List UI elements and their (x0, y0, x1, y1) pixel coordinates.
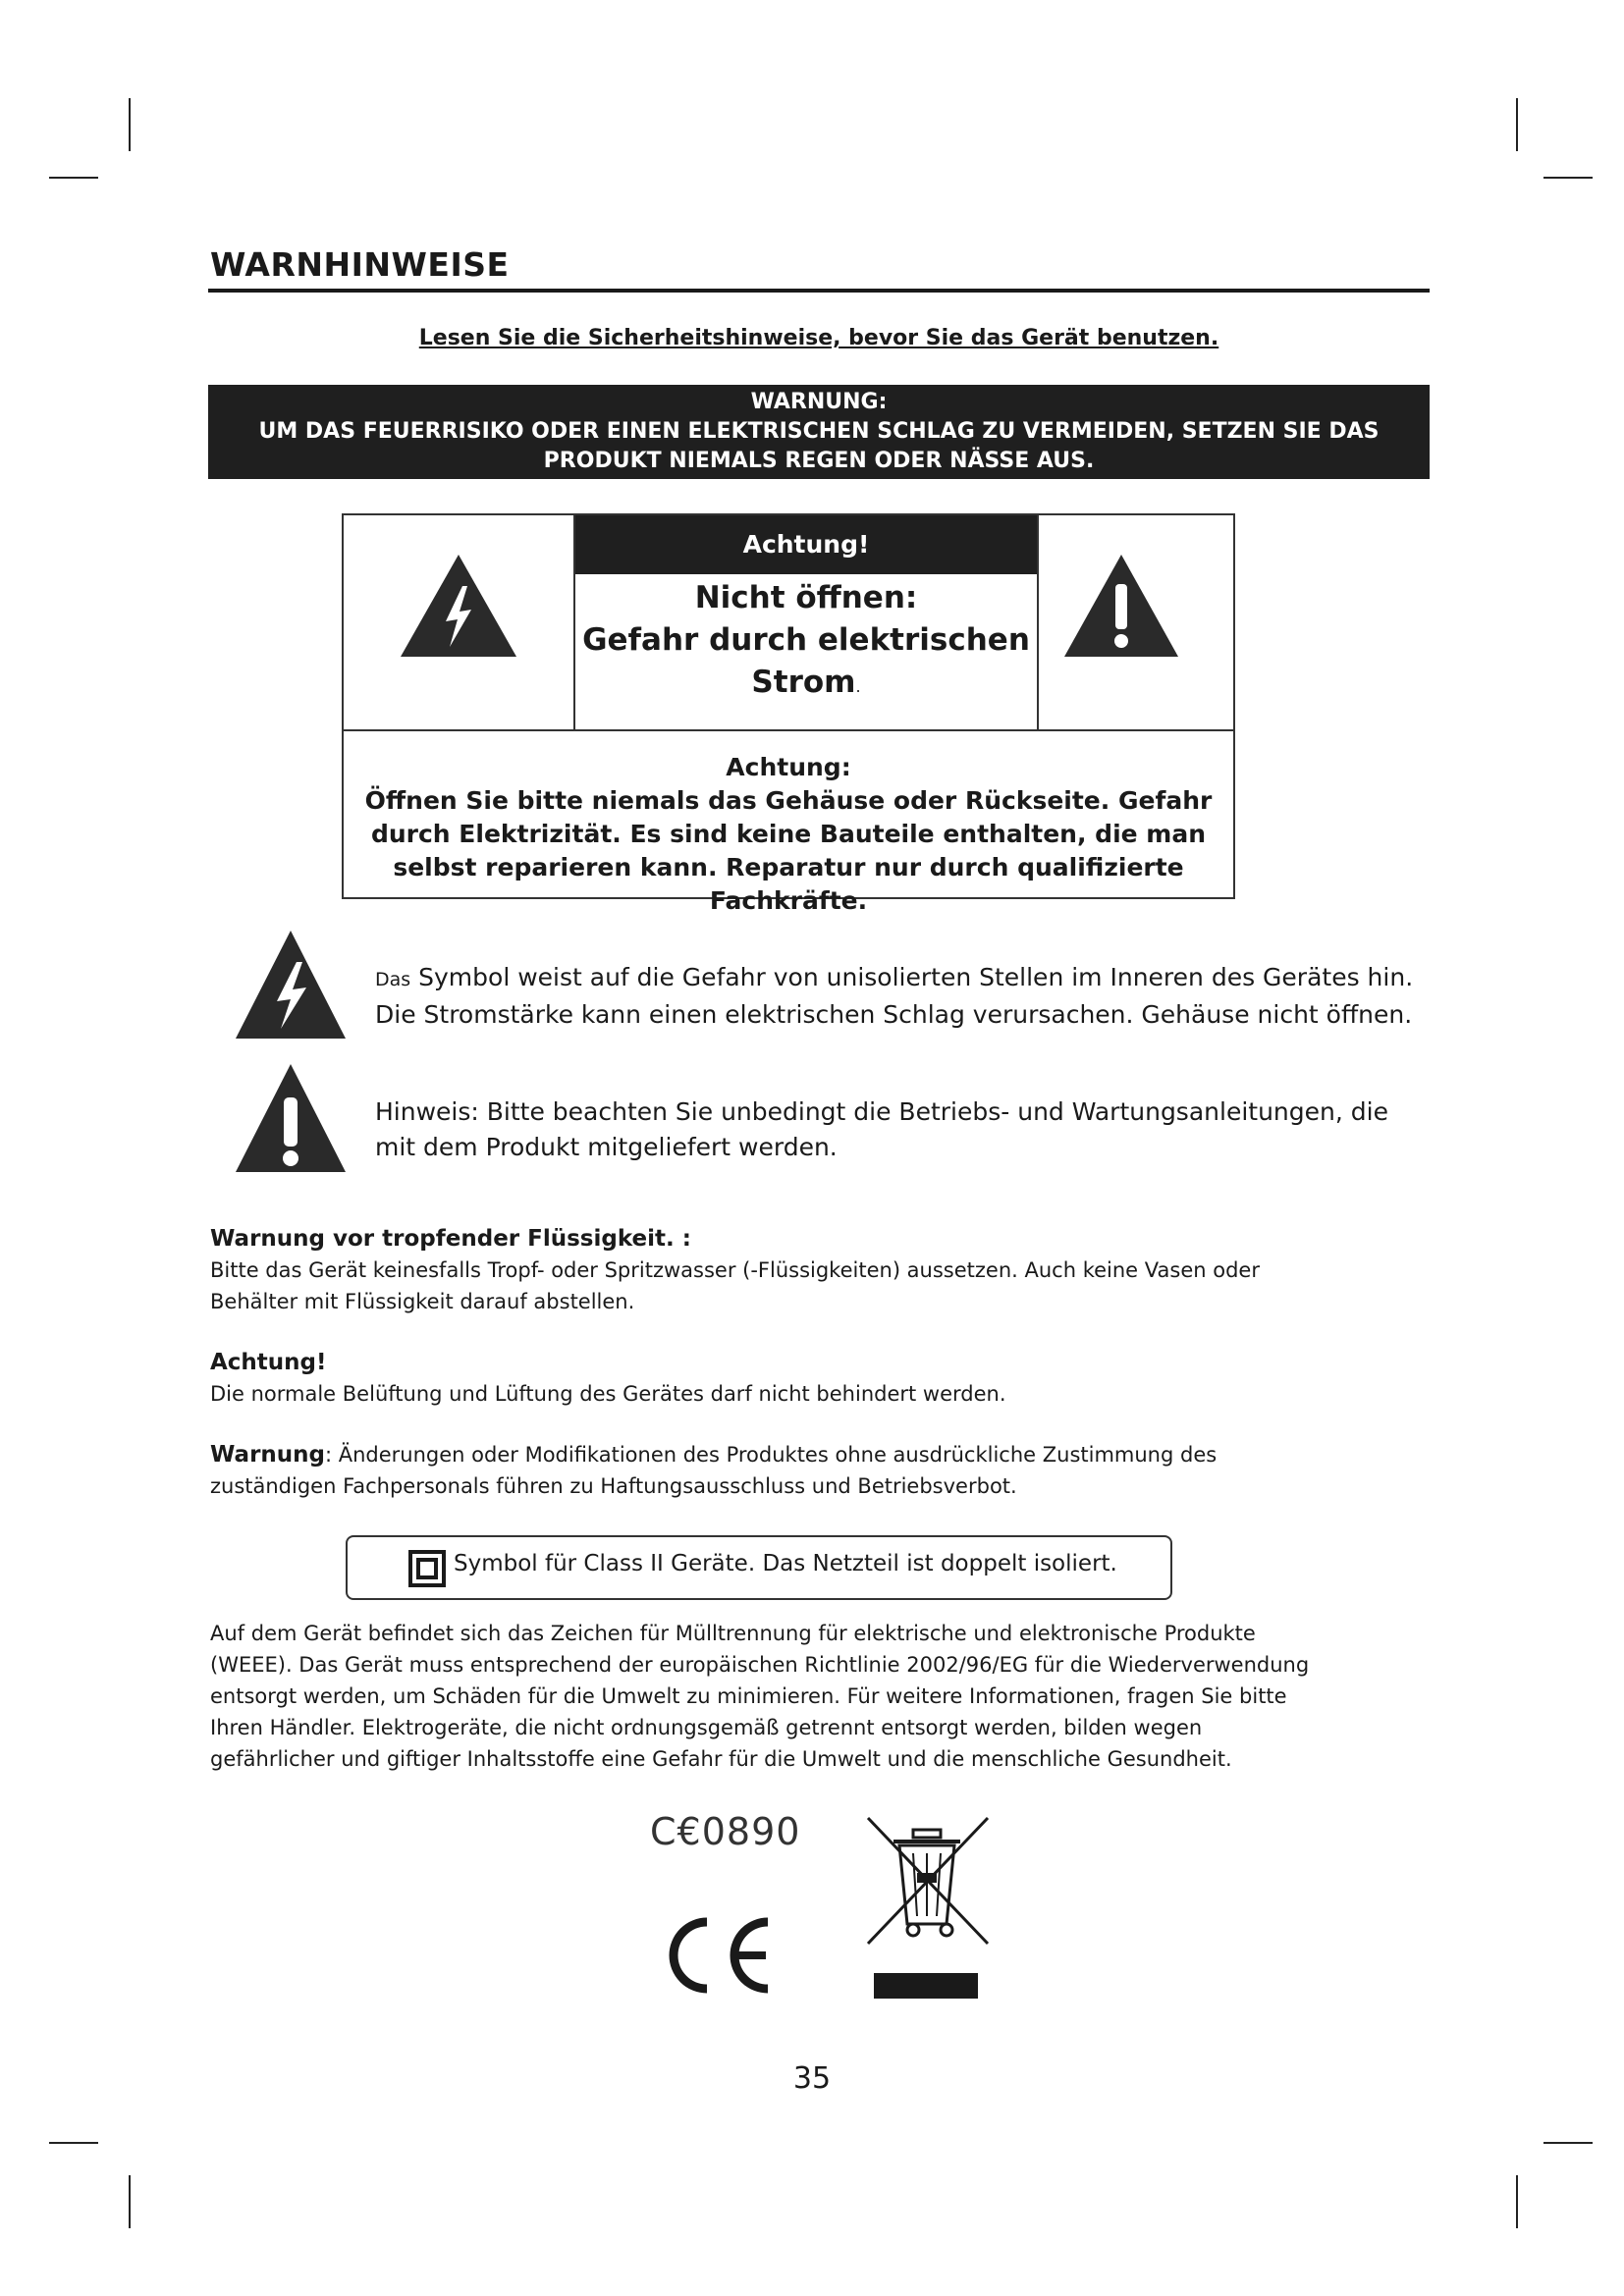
crop-mark (1543, 2142, 1593, 2144)
crossed-bin-icon (864, 1814, 992, 1951)
lightning-symbol-text (375, 960, 1435, 1033)
crop-mark (1516, 2175, 1518, 2228)
liquid-warning-line: Bitte das Gerät keinesfalls Tropf- oder Spritzwasser (-Flüssigkeiten) aussetzen. Auch keine Vasen oder (210, 1258, 1260, 1282)
caution-text-line: durch Elektrizität. Es sind keine Bauteile enthalten, die man (370, 820, 1207, 848)
lightning-symbol-line (375, 960, 1435, 997)
ventilation-heading: Achtung! (210, 1350, 327, 1375)
caution-text-line: Öffnen Sie bitte niemals das Gehäuse oder Rückseite. Gefahr (364, 786, 1213, 815)
lightning-symbol-line: Die Stromstärke kann einen elektrischen Schlag verursachen. Gehäuse nicht öffnen. (375, 1000, 1413, 1029)
weee-line: gefährlicher und giftiger Inhaltsstoffe eine Gefahr für die Umwelt und die menschliche Gesundheit. (210, 1747, 1232, 1771)
crop-mark (1516, 98, 1518, 151)
caution-subheading: Achtung: (726, 753, 851, 781)
warning-band-line: WARNUNG: (750, 390, 888, 414)
weee-line: Ihren Händler. Elektrogeräte, die nicht ordnungsgemäß getrennt entsorgt werden, bilden wegen (210, 1716, 1203, 1739)
lightning-symbol-prefix: Das (375, 969, 411, 990)
warning-band-line: UM DAS FEUERRISIKO ODER EINEN ELEKTRISCHEN SCHLAG ZU VERMEIDEN, SETZEN SIE DAS (258, 419, 1380, 444)
page-number: 35 (792, 2061, 832, 2096)
caution-headline (575, 574, 1037, 708)
modification-label: Warnung (210, 1442, 325, 1468)
class2-box (346, 1535, 1172, 1600)
class2-text: Symbol für Class II Geräte. Das Netzteil ist doppelt isoliert. (454, 1551, 1117, 1576)
ce-mark-icon (660, 1910, 778, 1999)
weee-line: Auf dem Gerät befindet sich das Zeichen für Mülltrennung für elektrische und elektronische Produkte (210, 1622, 1256, 1645)
crop-mark (49, 2142, 98, 2144)
caution-headline-line: Nicht öffnen: (694, 580, 918, 615)
weee-section (210, 1618, 1432, 1775)
crop-mark (129, 2175, 131, 2228)
exclamation-symbol-line: mit dem Produkt mitgeliefert werden. (375, 1133, 838, 1161)
lightning-symbol-rest: Symbol weist auf die Gefahr von unisolierten Stellen im Inneren des Gerätes hin. (410, 963, 1414, 991)
ventilation-line: Die normale Belüftung und Lüftung des Gerätes darf nicht behindert werden. (210, 1382, 1006, 1406)
exclamation-symbol-text (375, 1095, 1435, 1165)
caution-mid-cell (575, 515, 1037, 729)
caution-left-cell (344, 515, 575, 729)
caution-headline-line (575, 662, 1037, 708)
crop-mark (49, 177, 98, 179)
warning-band-line: PRODUKT NIEMALS REGEN ODER NÄSSE AUS. (543, 449, 1095, 473)
caution-box-top (344, 515, 1233, 731)
title-rule (208, 289, 1430, 293)
exclamation-warning-icon (1039, 515, 1235, 729)
caution-header: Achtung! (575, 515, 1037, 574)
page-title: WARNHINWEISE (210, 245, 510, 284)
caution-box (342, 513, 1235, 915)
caution-headline-line: Gefahr durch elektrischen (582, 622, 1030, 658)
liquid-warning-line: Behälter mit Flüssigkeit darauf abstellen. (210, 1290, 635, 1313)
crop-mark (129, 98, 131, 151)
modification-line (210, 1439, 1432, 1470)
caution-headline-dot: . (855, 677, 861, 696)
exclamation-symbol-line: Hinweis: Bitte beachten Sie unbedingt die Betriebs- und Wartungsanleitungen, die (375, 1097, 1388, 1126)
caution-headline-word: Strom (751, 665, 856, 700)
lightning-warning-icon (344, 515, 573, 729)
liquid-warning-heading: Warnung vor tropfender Flüssigkeit. : (210, 1226, 691, 1252)
liquid-warning-section (210, 1223, 1432, 1317)
read-first-notice: Lesen Sie die Sicherheitshinweise, bevor Sie das Gerät benutzen. (418, 326, 1219, 350)
weee-bar (874, 1973, 978, 1999)
class2-double-insulation-icon (408, 1550, 446, 1587)
caution-right-cell (1037, 515, 1235, 729)
modification-text: : Änderungen oder Modifikationen des Produktes ohne ausdrückliche Zustimmung des (325, 1443, 1218, 1467)
weee-line: (WEEE). Das Gerät muss entsprechend der europäischen Richtlinie 2002/96/EG für die Wiederverwendung (210, 1653, 1310, 1677)
ce-number-mark: C€0890 (650, 1810, 801, 1853)
modification-section (210, 1439, 1432, 1502)
modification-line: zuständigen Fachpersonals führen zu Haftungsausschluss und Betriebsverbot. (210, 1474, 1017, 1498)
ventilation-section (210, 1347, 1432, 1410)
caution-box-text (344, 731, 1233, 918)
crop-mark (1543, 177, 1593, 179)
caution-text-line: selbst reparieren kann. Reparatur nur durch qualifizierte (393, 853, 1184, 881)
caution-text-line: Fachkräfte. (709, 886, 868, 915)
weee-line: entsorgt werden, um Schäden für die Umwelt zu minimieren. Für weitere Informationen, fragen Sie bitte (210, 1684, 1287, 1708)
exclamation-warning-icon (232, 1062, 350, 1176)
warning-band (208, 385, 1430, 479)
lightning-warning-icon (232, 929, 350, 1042)
